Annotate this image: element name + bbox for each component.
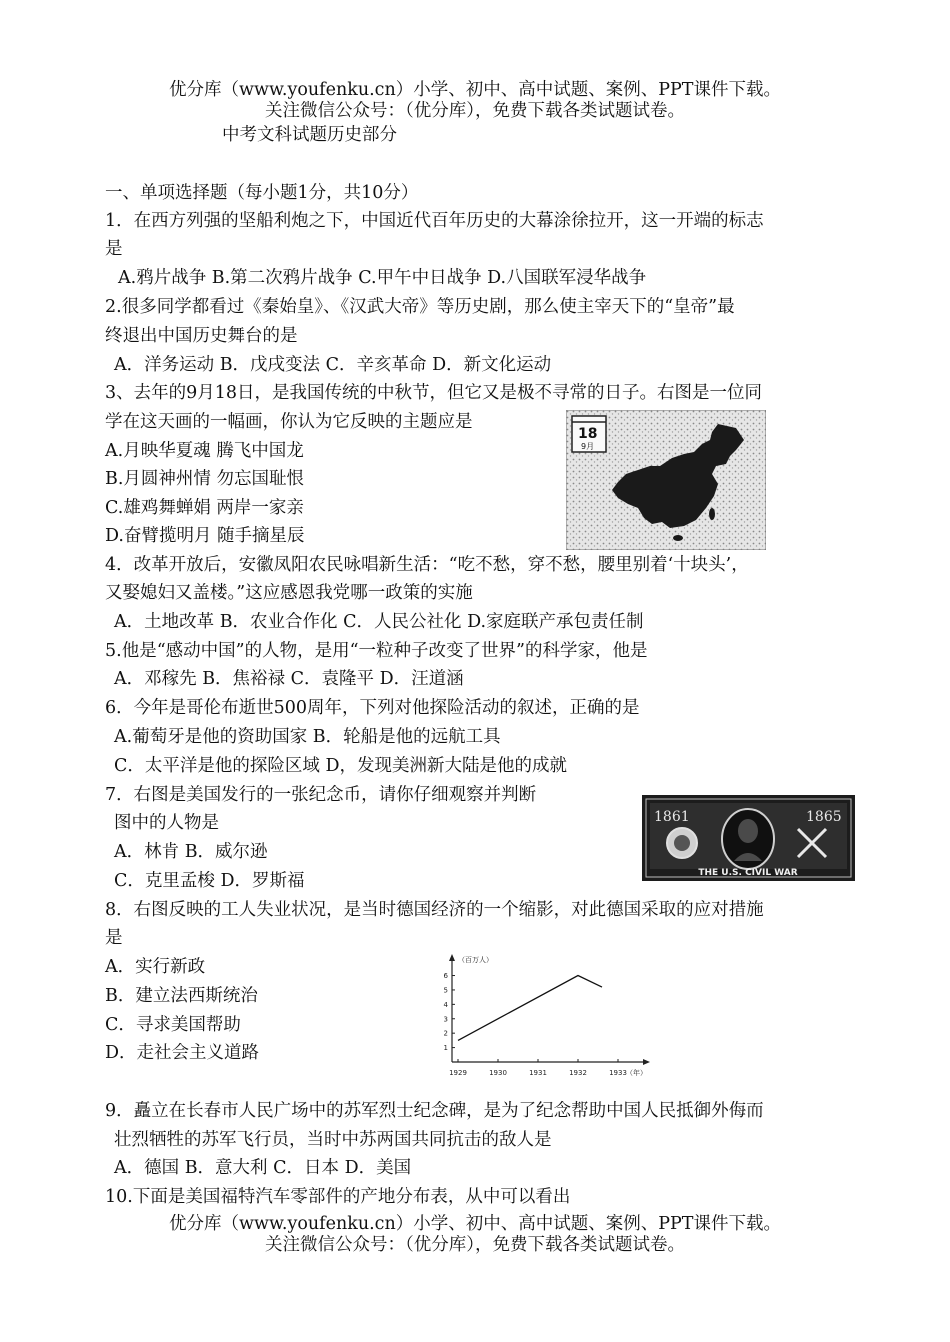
q3-map-image xyxy=(566,410,766,550)
page-title: 中考文科试题历史部分 xyxy=(222,125,397,145)
q6-options-line-1: A.葡萄牙是他的资助国家 B．轮船是他的远航工具 xyxy=(114,727,501,747)
banknote-banner: THE U.S. CIVIL WAR xyxy=(698,868,798,878)
q5-stem: 5.他是“感动中国”的人物，是用“一粒种子改变了世界”的科学家，他是 xyxy=(105,641,648,661)
q7-stem-line-1: 7．右图是美国发行的一张纪念币，请你仔细观察并判断 xyxy=(105,785,537,805)
chart-y-tick-label: 2 xyxy=(443,1029,448,1038)
q3-option-c: C.雄鸡舞蝉娟 两岸一家亲 xyxy=(105,498,304,518)
banknote-right-year: 1865 xyxy=(806,809,842,825)
q2-stem-line-1: 2.很多同学都看过《秦始皇》、《汉武大帝》等历史剧，那么使主宰天下的“皇帝”最 xyxy=(105,297,735,317)
q2-options: A．洋务运动 B．戊戌变法 C．辛亥革命 D．新文化运动 xyxy=(114,355,552,375)
unemployment-chart xyxy=(430,950,655,1078)
chart-x-label: （年） xyxy=(626,1069,647,1077)
section-heading: 一、单项选择题（每小题1分，共10分） xyxy=(105,183,419,203)
q10-stem: 10.下面是美国福特汽车零部件的产地分布表，从中可以看出 xyxy=(105,1187,571,1207)
chart-y-tick-label: 1 xyxy=(443,1044,448,1053)
chart-x-tick-label: 1932 xyxy=(569,1069,587,1077)
chart-y-tick-label: 3 xyxy=(443,1015,448,1024)
footer-line-1: 优分库（www.youfenku.cn）小学、初中、高中试题、案例、PPT课件下载。 xyxy=(169,1214,781,1234)
q1-stem-line-2: 是 xyxy=(105,239,123,259)
header-line-2: 关注微信公众号：（优分库），免费下载各类试题试卷。 xyxy=(265,101,685,121)
chart-x-tick-label: 1931 xyxy=(529,1069,547,1077)
q3-stem-line-1: 3、去年的9月18日，是我国传统的中秋节，但它又是极不寻常的日子。右图是一位同 xyxy=(105,383,763,403)
q3-option-b: B.月圆神州情 勿忘国耻恨 xyxy=(105,469,304,489)
q8-option-a: A．实行新政 xyxy=(105,957,206,977)
q9-options: A．德国 B．意大利 C．日本 D．美国 xyxy=(114,1158,412,1178)
footer-line-2: 关注微信公众号：（优分库），免费下载各类试题试卷。 xyxy=(265,1235,685,1255)
chart-x-tick-label: 1930 xyxy=(489,1069,507,1077)
q4-stem-line-1: 4．改革开放后，安徽凤阳农民咏唱新生活：“吃不愁，穿不愁，腰里别着‘十块头’， xyxy=(105,555,749,575)
hainan-shape xyxy=(673,535,683,541)
q7-stem-line-2: 图中的人物是 xyxy=(114,813,219,833)
q3-option-d: D.奋臂揽明月 随手摘星辰 xyxy=(105,526,305,546)
taiwan-shape xyxy=(709,508,715,520)
q1-stem-line-1: 1．在西方列强的坚船利炮之下，中国近代百年历史的大幕涂徐拉开，这一开端的标志 xyxy=(105,211,764,231)
calendar-day: 18 xyxy=(578,426,598,442)
q7-options-line-1: A．林肯 B．威尔逊 xyxy=(114,842,268,862)
chart-x-axis-arrow xyxy=(643,1059,650,1065)
q8-stem-line-1: 8．右图反映的工人失业状况，是当时德国经济的一个缩影，对此德国采取的应对措施 xyxy=(105,900,764,920)
q5-options: A．邓稼先 B．焦裕禄 C．袁隆平 D．汪道涵 xyxy=(114,669,464,689)
banknote-left-year: 1861 xyxy=(654,809,690,825)
q6-stem: 6．今年是哥伦布逝世500周年，下列对他探险活动的叙述，正确的是 xyxy=(105,698,640,718)
q4-stem-line-2: 又娶媳妇又盖楼。”这应感恩我党哪一政策的实施 xyxy=(105,583,473,603)
q7-options-line-2: C．克里孟梭 D．罗斯福 xyxy=(114,871,305,891)
chart-y-tick-label: 4 xyxy=(443,1000,448,1009)
chart-x-tick-label: 1933 xyxy=(609,1069,627,1077)
calendar-page xyxy=(572,416,606,452)
q8-stem-line-2: 是 xyxy=(105,928,123,948)
chart-y-label: （百万人） xyxy=(458,956,493,964)
q7-coin-image xyxy=(642,795,855,881)
chart-y-axis-arrow xyxy=(449,954,455,961)
chart-y-tick-label: 6 xyxy=(443,972,448,981)
q8-option-b: B．建立法西斯统治 xyxy=(105,986,258,1006)
q9-stem-line-1: 9．矗立在长春市人民广场中的苏军烈士纪念碑，是为了纪念帮助中国人民抵御外侮而 xyxy=(105,1101,764,1121)
q8-option-d: D．走社会主义道路 xyxy=(105,1043,260,1063)
q6-options-line-2: C．太平洋是他的探险区域 D，发现美洲新大陆是他的成就 xyxy=(114,756,567,776)
calendar-month: 9月 xyxy=(581,442,595,451)
chart-y-tick-label: 5 xyxy=(443,986,448,995)
header-line-1: 优分库（www.youfenku.cn）小学、初中、高中试题、案例、PPT课件下载。 xyxy=(169,80,781,100)
chart-series-line xyxy=(458,976,602,1041)
q9-stem-line-2: 壮烈牺牲的苏军飞行员，当时中苏两国共同抗击的敌人是 xyxy=(114,1130,552,1150)
q2-stem-line-2: 终退出中国历史舞台的是 xyxy=(105,326,298,346)
chart-x-tick-label: 1929 xyxy=(449,1069,467,1077)
q8-option-c: C．寻求美国帮助 xyxy=(105,1015,241,1035)
q4-options: A．土地改革 B．农业合作化 C．人民公社化 D.家庭联产承包责任制 xyxy=(114,612,644,632)
q1-options: A.鸦片战争 B.第二次鸦片战争 C.甲午中日战争 D.八国联军浸华战争 xyxy=(118,268,647,288)
q3-option-a: A.月映华夏魂 腾飞中国龙 xyxy=(105,441,304,461)
q3-stem-line-2: 学在这天画的一幅画，你认为它反映的主题应是 xyxy=(105,412,473,432)
